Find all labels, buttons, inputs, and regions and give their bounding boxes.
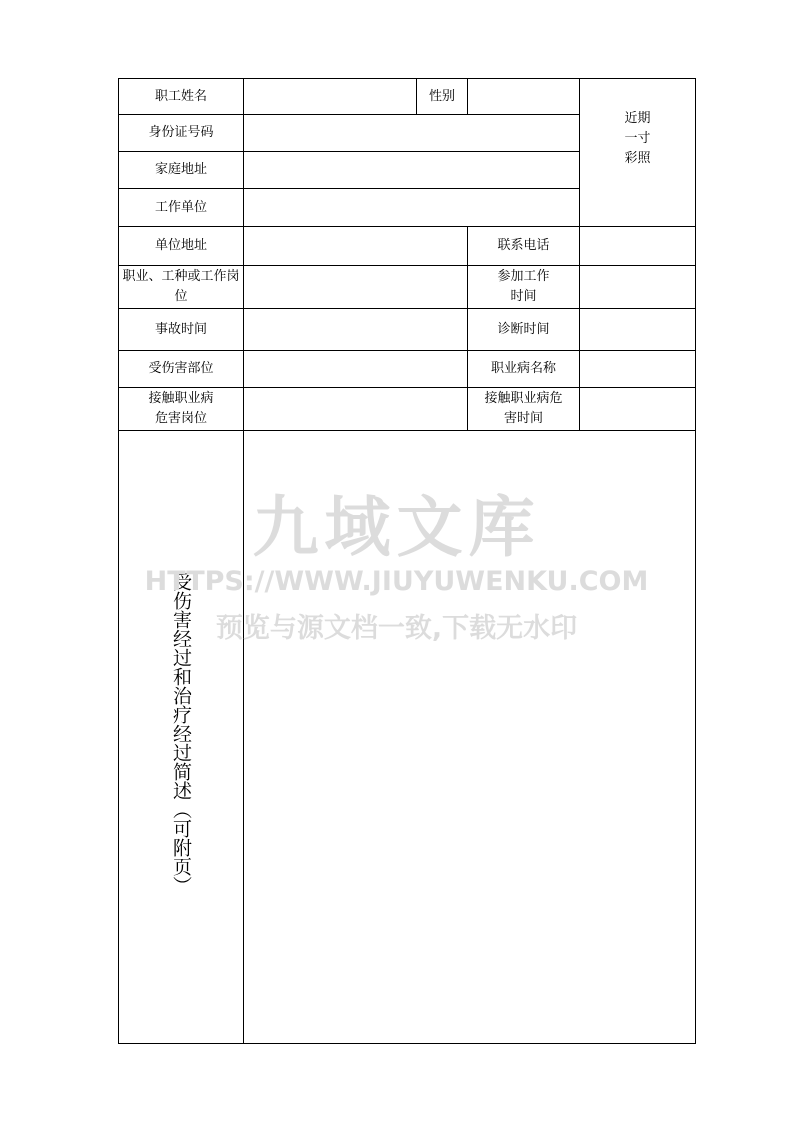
injury-part-field[interactable] [244,351,468,388]
phone-label: 联系电话 [468,227,580,266]
disease-name-field[interactable] [580,351,696,388]
watermark-note: 预览与源文档一致,下载无水印 [215,613,578,644]
registration-form [118,78,696,1044]
disease-name-label: 职业病名称 [468,351,580,388]
exposure-post-field[interactable] [244,388,468,431]
accident-time-label: 事故时间 [119,309,244,351]
id-label: 身份证号码 [119,115,244,152]
photo-line-1: 近期 [624,110,651,126]
injury-part-label: 受伤害部位 [119,351,244,388]
phone-field[interactable] [580,227,696,266]
photo-line-3: 彩照 [624,150,651,166]
exposure-post-label: 接触职业病危害岗位 [119,388,244,431]
diagnosis-time-field[interactable] [580,309,696,351]
description-label-cell [119,431,244,1044]
description-field[interactable] [244,431,696,1044]
diagnosis-time-label: 诊断时间 [468,309,580,351]
exposure-time-field[interactable] [580,388,696,431]
unit-address-field[interactable] [244,227,468,266]
home-address-label: 家庭地址 [119,152,244,189]
watermark-title: 九域文库 [252,489,541,566]
id-field[interactable] [244,115,580,152]
start-work-field[interactable] [580,266,696,309]
photo-line-2: 一寸 [624,130,651,146]
job-label: 职业、工种或工作岗位 [119,266,244,309]
exposure-time-label: 接触职业病危害时间 [468,388,580,431]
watermark-url: HTTPS://WWW.JIUYUWENKU.COM [144,566,649,597]
photo-box [580,79,696,227]
gender-label: 性别 [417,79,468,115]
name-label: 职工姓名 [119,79,244,115]
gender-field[interactable] [468,79,580,115]
start-work-label: 参加工作时间 [468,266,580,309]
work-unit-field[interactable] [244,189,580,227]
name-field[interactable] [244,79,417,115]
description-label: 受伤害经过和治疗经过简述（可附页） [170,572,192,895]
work-unit-label: 工作单位 [119,189,244,227]
job-field[interactable] [244,266,468,309]
accident-time-field[interactable] [244,309,468,351]
home-address-field[interactable] [244,152,580,189]
unit-address-label: 单位地址 [119,227,244,266]
